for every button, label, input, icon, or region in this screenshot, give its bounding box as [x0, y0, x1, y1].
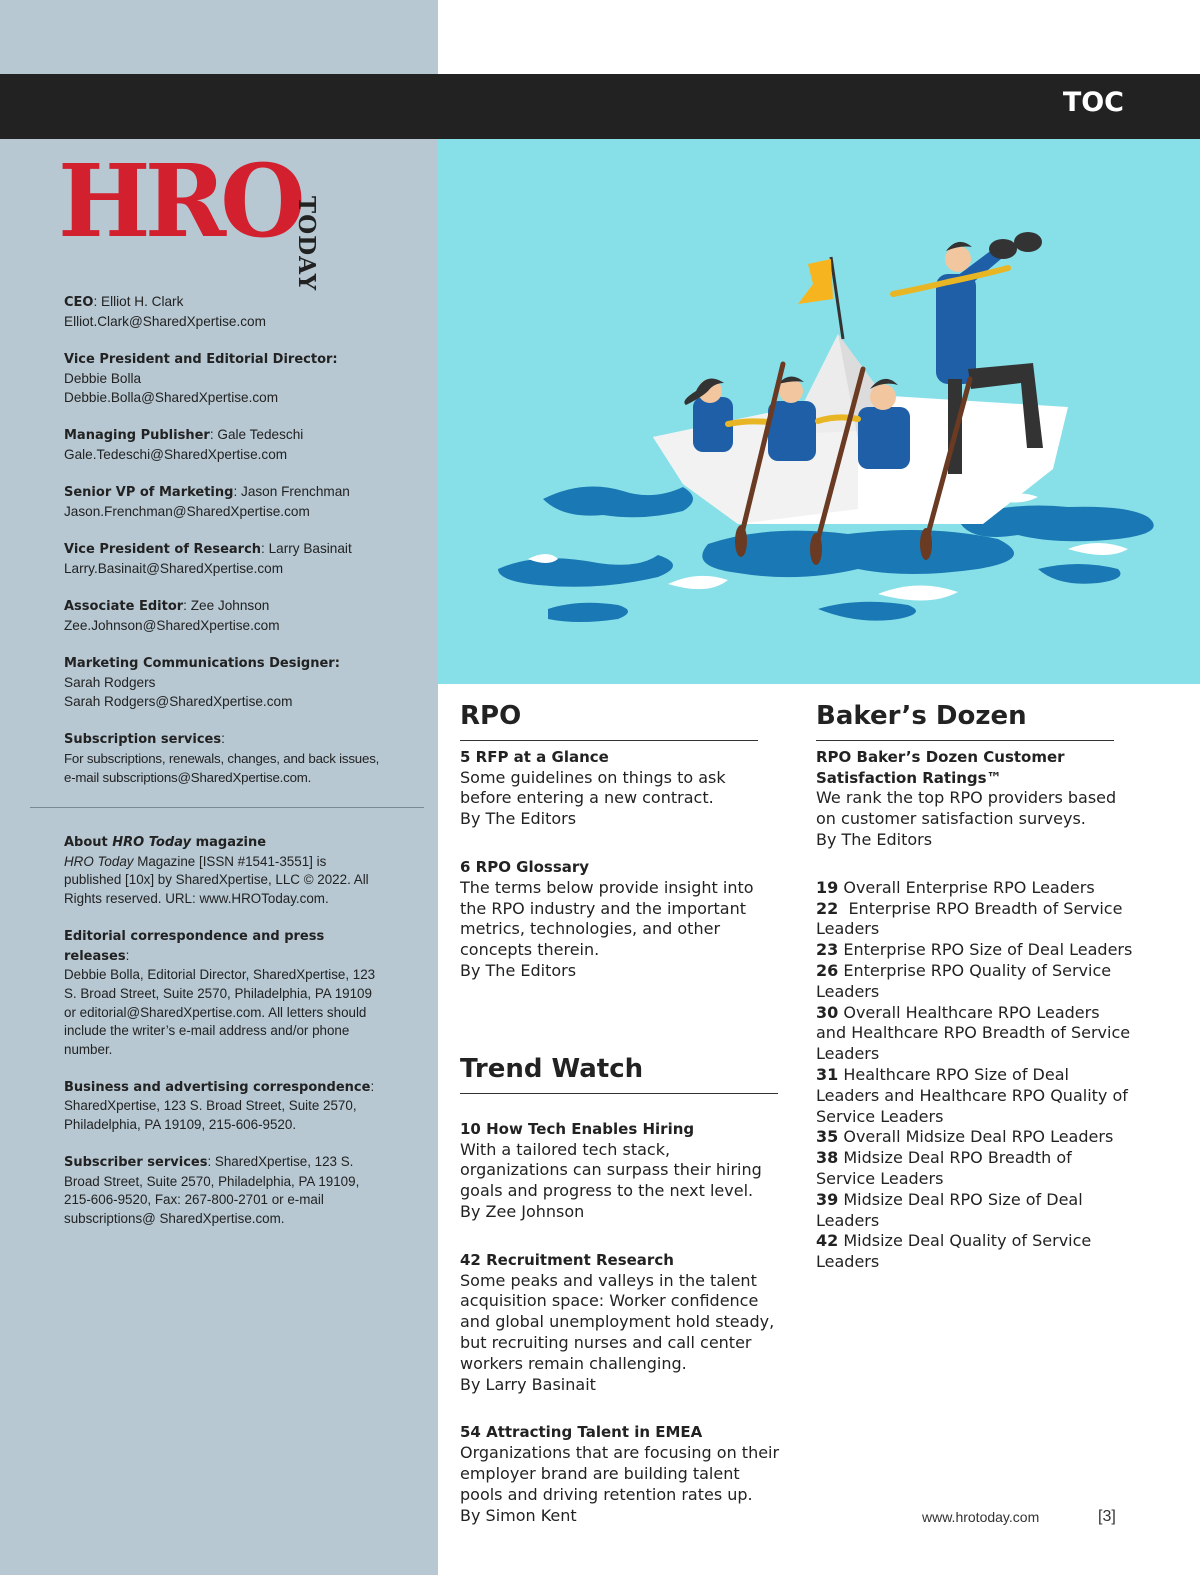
- about-label: About HRO Today magazine: [64, 835, 267, 850]
- toc-item-byline: By Larry Basinait: [460, 1374, 596, 1394]
- masthead: [64, 292, 384, 805]
- masthead-entry: Senior VP of Marketing: Jason Frenchman Jason.Frenchman@SharedXpertise.com: [64, 484, 350, 519]
- hero-illustration: [438, 139, 1200, 684]
- masthead-name: Zee Johnson: [190, 598, 270, 613]
- toc-item-title[interactable]: 5 RFP at a Glance: [460, 747, 609, 766]
- list-item[interactable]: 42 Midsize Deal Quality of Service Leaders: [816, 1231, 1092, 1272]
- trend-watch-section: [460, 1054, 780, 1526]
- toc-item-desc: With a tailored tech stack, organizations can surpass their hiring goals and progress to the next level.: [460, 1139, 762, 1201]
- toc-item-byline: By Zee Johnson: [460, 1201, 585, 1221]
- masthead-email: Gale.Tedeschi@SharedXpertise.com: [64, 447, 288, 462]
- masthead-email: Sarah Rodgers@SharedXpertise.com: [64, 694, 293, 709]
- subscription-services: Subscription services: For subscriptions, renewals, changes, and back issues, e-mail subscriptions@SharedXpertise.com.: [64, 731, 380, 785]
- masthead-entry: Vice President of Research: Larry Basinait Larry.Basinait@SharedXpertise.com: [64, 541, 352, 576]
- toc-item-title[interactable]: 6 RPO Glossary: [460, 857, 590, 876]
- subscriber-body: SharedXpertise, 123 S. Broad Street, Suite 2570, Philadelphia, PA 19109, 215-606-9520, Fax: 267-800-2701 or e-mail subscriptions@ SharedXpertise.com.: [64, 1153, 360, 1226]
- section-rule: [460, 740, 758, 741]
- section-rule: [816, 740, 1114, 741]
- bakers-dozen-section: [816, 701, 1134, 1273]
- toc-item-desc: Some peaks and valleys in the talent acquisition space: Worker confidence and global unemployment hold steady, but recruiting nurses and call center workers remain challenging.: [460, 1270, 775, 1373]
- section-title-bakers-dozen: Baker’s Dozen: [816, 701, 1027, 731]
- toc-item[interactable]: [460, 1250, 780, 1396]
- toc-item-desc: Some guidelines on things to ask before entering a new contract.: [460, 767, 726, 808]
- logo-subword: TODAY: [293, 196, 320, 292]
- subscriber-services: Subscriber services: SharedXpertise, 123 S. Broad Street, Suite 2570, Philadelphia, PA 19109, 215-606-9520, Fax: 267-800-2701 or e-mail subscriptions@ SharedXpertise.com.: [64, 1153, 360, 1226]
- toc-item-byline: By The Editors: [460, 960, 577, 980]
- masthead-email: Elliot.Clark@SharedXpertise.com: [64, 314, 266, 329]
- toc-item-byline: By Simon Kent: [460, 1505, 577, 1525]
- toc-item[interactable]: [460, 1422, 780, 1526]
- masthead-email: Larry.Basinait@SharedXpertise.com: [64, 561, 284, 576]
- toc-item-byline: By The Editors: [460, 809, 577, 829]
- editorial-body: Debbie Bolla, Editorial Director, SharedXpertise, 123 S. Broad Street, Suite 2570, Philadelphia, PA 19109 or editorial@SharedXpertise.com. All letters should include the writer’s e-mail address and/or phone number.: [64, 967, 376, 1058]
- section-title-trend-watch: Trend Watch: [460, 1054, 644, 1084]
- section-rule: [460, 1093, 778, 1094]
- toc-item-title[interactable]: 42 Recruitment Research: [460, 1250, 674, 1269]
- masthead-name: Elliot H. Clark: [101, 294, 184, 309]
- masthead-label: Managing Publisher: [64, 428, 210, 443]
- masthead-label: CEO: [64, 295, 94, 310]
- about-section: [64, 833, 384, 1247]
- footer-url[interactable]: www.hrotoday.com: [922, 1509, 1040, 1525]
- header-bar: [0, 74, 1200, 139]
- toc-label: TOC: [1062, 87, 1124, 118]
- toc-item[interactable]: [816, 747, 1134, 851]
- section-title-rpo: RPO: [460, 701, 522, 731]
- masthead-email: Debbie.Bolla@SharedXpertise.com: [64, 390, 279, 405]
- about-magazine: [64, 833, 384, 909]
- toc-item-title[interactable]: 10 How Tech Enables Hiring: [460, 1119, 695, 1138]
- about-magazine-name: HRO Today: [64, 853, 134, 869]
- list-item[interactable]: 22 Enterprise RPO Breadth of Service Leaders: [816, 898, 1128, 939]
- list-item[interactable]: 30 Overall Healthcare RPO Leaders and Healthcare RPO Breadth of Service Leaders: [816, 1002, 1131, 1064]
- list-item[interactable]: 19 Overall Enterprise RPO Leaders: [816, 877, 1095, 897]
- sidebar-divider: [30, 807, 424, 808]
- masthead-name: Larry Basinait: [268, 541, 352, 556]
- masthead-name: Gale Tedeschi: [217, 427, 304, 442]
- page-number: [3]: [1098, 1508, 1116, 1525]
- subscription-text: e-mail subscriptions@SharedXpertise.com.: [64, 770, 312, 785]
- masthead-entry: Managing Publisher: Gale Tedeschi Gale.Tedeschi@SharedXpertise.com: [64, 427, 304, 462]
- toc-item-byline: By The Editors: [816, 829, 933, 849]
- masthead-label: Marketing Communications Designer:: [64, 656, 340, 671]
- masthead-label: Vice President and Editorial Director:: [64, 352, 338, 367]
- rpo-section: [460, 701, 780, 982]
- toc-item[interactable]: [460, 747, 780, 830]
- about-body: Magazine [ISSN #1541-3551] is published [10x] by SharedXpertise, LLC © 2022. All Rights reserved. URL: www.HROToday.com.: [64, 853, 369, 907]
- hro-today-logo: [58, 142, 378, 292]
- masthead-name: Debbie Bolla: [64, 371, 142, 386]
- toc-item-desc: The terms below provide insight into the RPO industry and the important metrics, technologies, and other concepts therein.: [460, 877, 754, 960]
- editorial-correspondence: Editorial correspondence and press releases: Debbie Bolla, Editorial Director, SharedXpertise, 123 S. Broad Street, Suite 2570, Philadelphia, PA 19109 or editorial@SharedXpertise.com. All letters should include the writer’s e-mail address and/or phone number.: [64, 928, 376, 1058]
- masthead-label: Associate Editor: [64, 599, 184, 614]
- list-item[interactable]: 39 Midsize Deal RPO Size of Deal Leaders: [816, 1189, 1083, 1230]
- list-item[interactable]: 23 Enterprise RPO Size of Deal Leaders: [816, 940, 1133, 960]
- business-body: SharedXpertise, 123 S. Broad Street, Suite 2570, Philadelphia, PA 19109, 215-606-9520.: [64, 1098, 357, 1133]
- masthead-name: Jason Frenchman: [241, 484, 350, 499]
- subscriber-label: Subscriber services: [64, 1154, 208, 1170]
- masthead-email: Jason.Frenchman@SharedXpertise.com: [64, 504, 310, 519]
- masthead-email: Zee.Johnson@SharedXpertise.com: [64, 618, 280, 633]
- list-item[interactable]: 31 Healthcare RPO Size of Deal Leaders and Healthcare RPO Quality of Service Leaders: [816, 1064, 1128, 1126]
- toc-item-desc: Organizations that are focusing on their employer brand are building talent pools and driving retention rates up.: [460, 1443, 780, 1504]
- paper-boat-illustration: [438, 139, 1200, 684]
- logo-wordmark: HRO: [58, 142, 300, 260]
- business-correspondence: Business and advertising correspondence: SharedXpertise, 123 S. Broad Street, Suite 2570, Philadelphia, PA 19109, 215-606-9520.: [64, 1078, 375, 1133]
- list-item[interactable]: 38 Midsize Deal RPO Breadth of Service Leaders: [816, 1148, 1072, 1188]
- toc-item-desc: We rank the top RPO providers based on customer satisfaction surveys.: [816, 788, 1117, 829]
- subscription-label: Subscription services: [64, 732, 222, 747]
- masthead-entry: CEO: Elliot H. Clark Elliot.Clark@SharedXpertise.com: [64, 294, 266, 329]
- bakers-dozen-list: [816, 878, 1134, 1273]
- masthead-label: Vice President of Research: [64, 542, 262, 557]
- business-label: Business and advertising correspondence: [64, 1079, 371, 1095]
- toc-item-title[interactable]: RPO Baker’s Dozen Customer Satisfaction Ratings™: [816, 747, 1065, 787]
- list-item[interactable]: 26 Enterprise RPO Quality of Service Leaders: [816, 960, 1112, 1001]
- toc-item[interactable]: [460, 1119, 780, 1223]
- masthead-entry: Associate Editor: Zee Johnson Zee.Johnson@SharedXpertise.com: [64, 598, 280, 633]
- masthead-label: Senior VP of Marketing: [64, 485, 234, 500]
- masthead-name: Sarah Rodgers: [64, 675, 156, 690]
- masthead-entry: [64, 653, 384, 711]
- subscription-text: For subscriptions, renewals, changes, and back issues,: [64, 751, 380, 766]
- masthead-entry: [64, 349, 384, 407]
- list-item[interactable]: 35 Overall Midsize Deal RPO Leaders: [816, 1127, 1114, 1147]
- editorial-label: Editorial correspondence and press releases: [64, 928, 325, 964]
- toc-item[interactable]: [460, 857, 780, 982]
- toc-item-title[interactable]: 54 Attracting Talent in EMEA: [460, 1423, 703, 1442]
